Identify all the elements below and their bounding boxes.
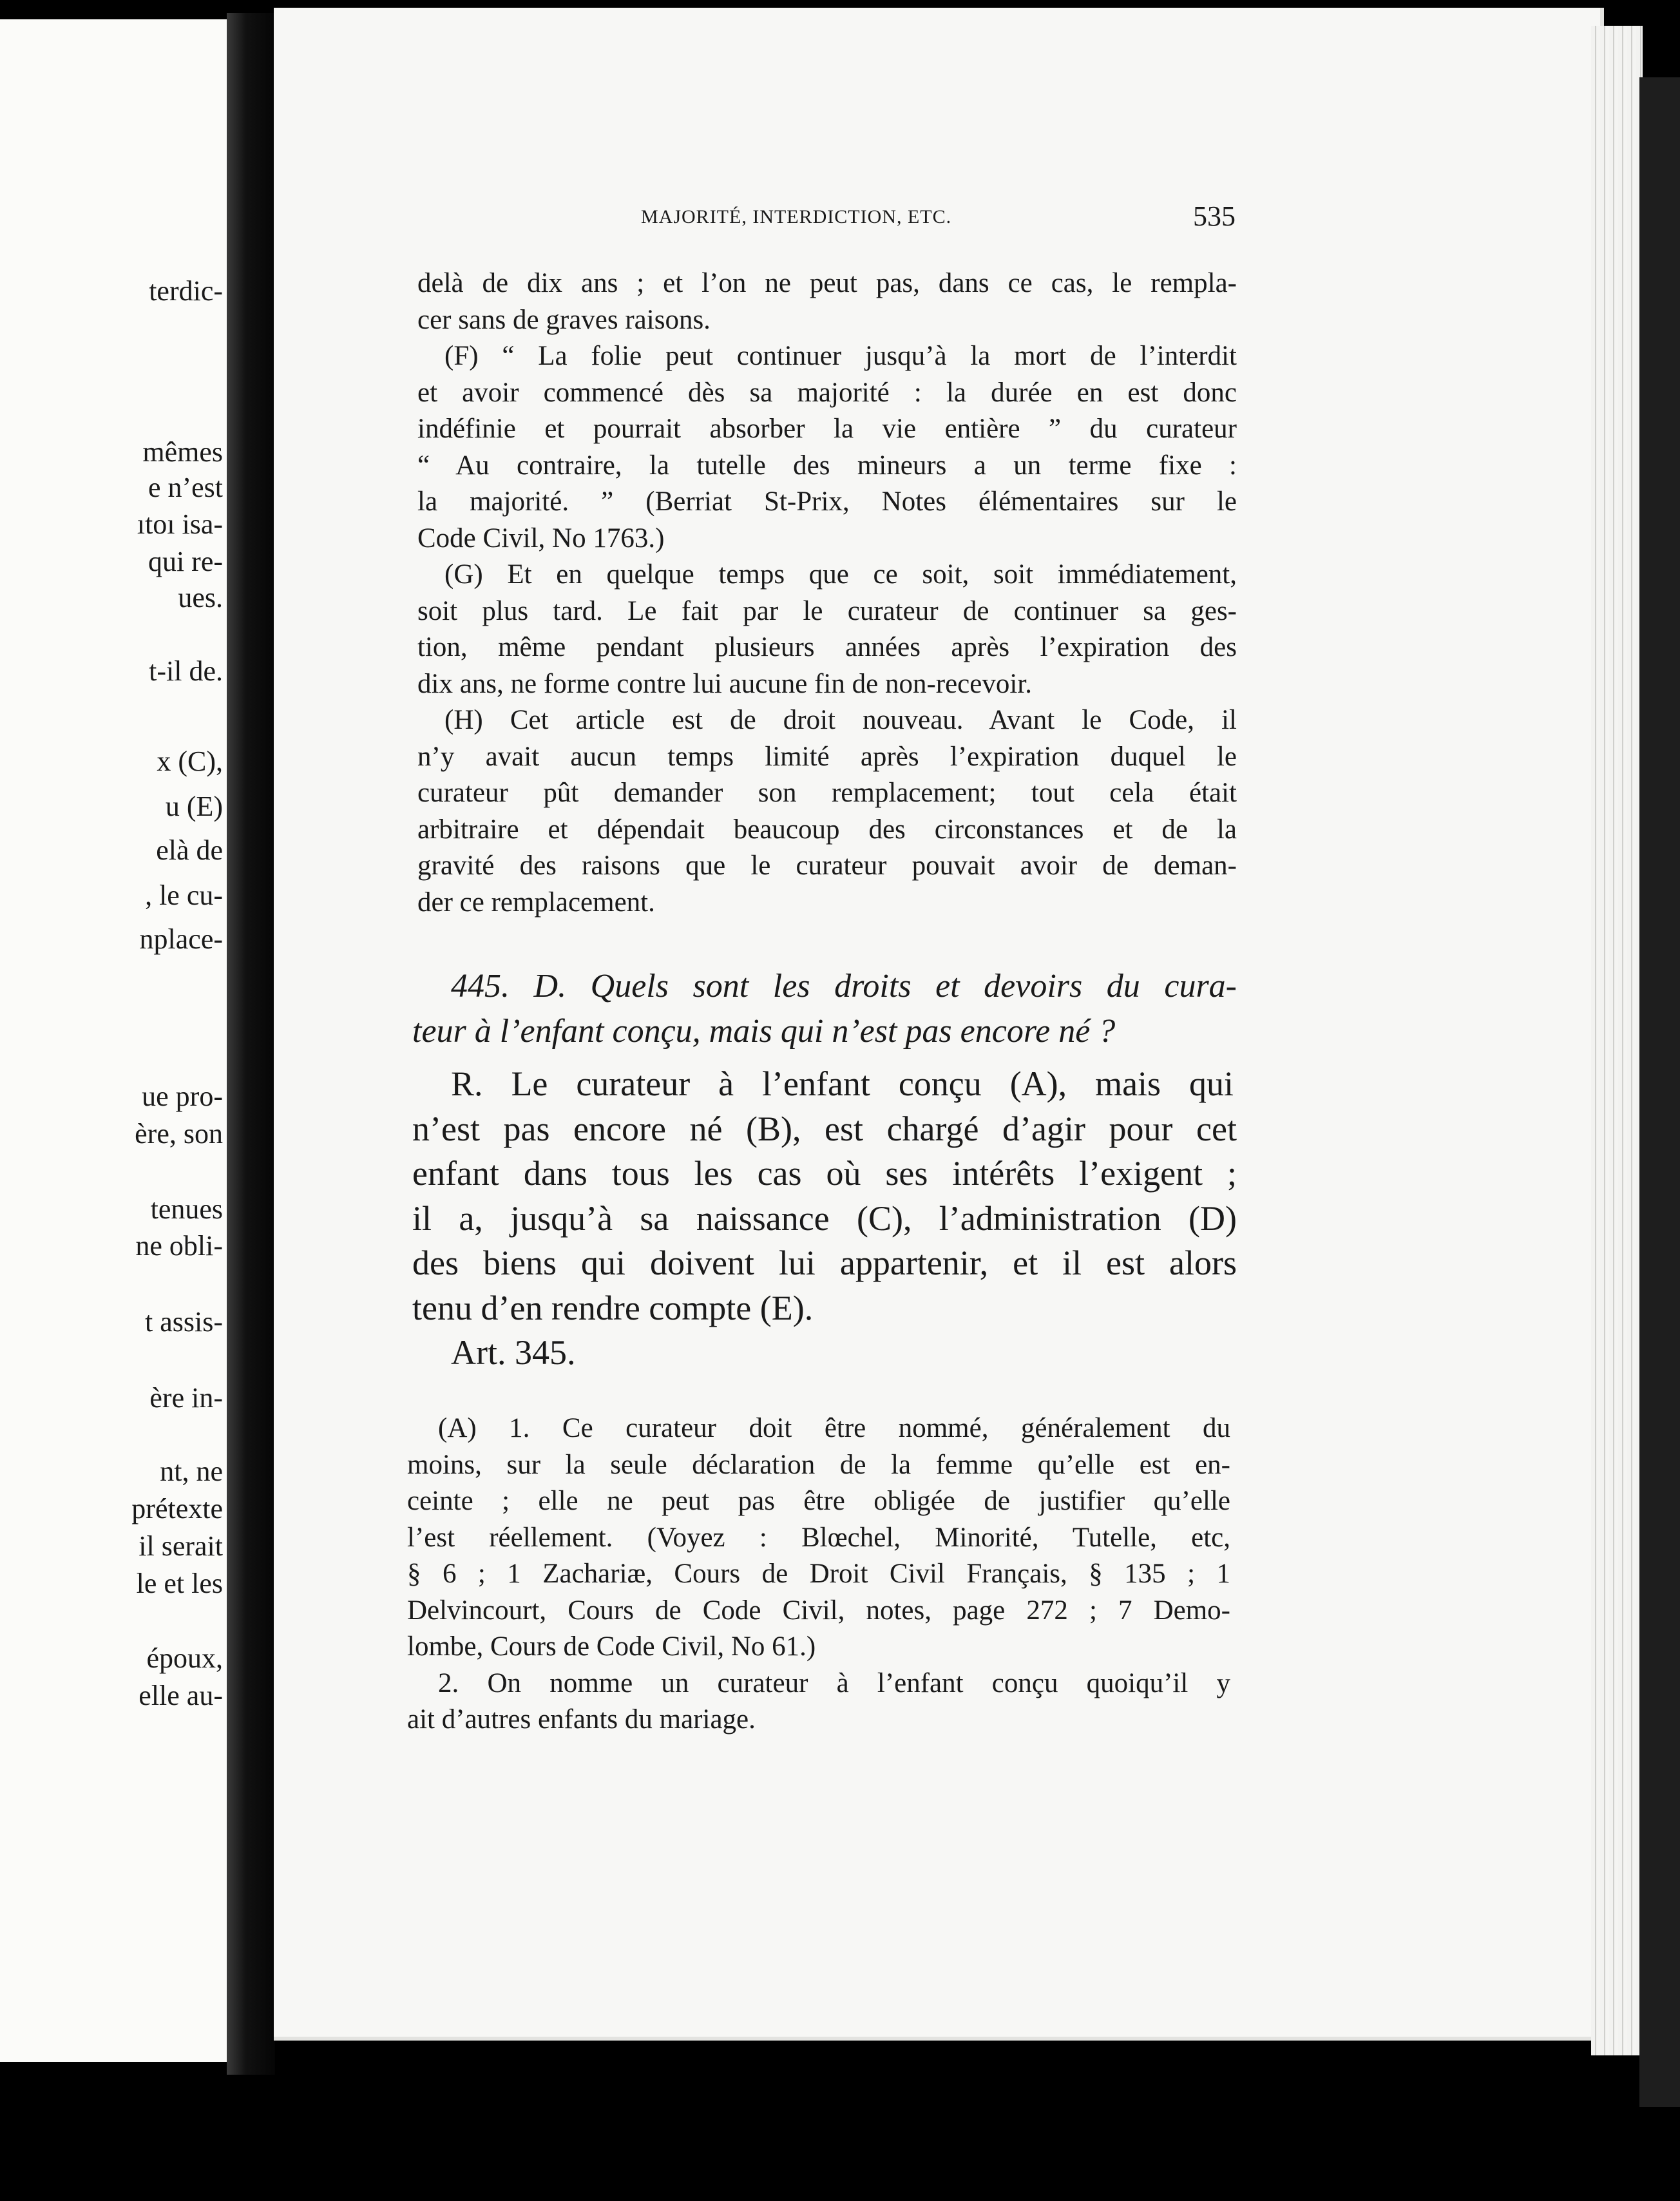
footnote-line: ait d’autres enfants du mariage. [407, 1704, 756, 1735]
facing-page-fragment: nt, ne [160, 1456, 223, 1487]
page-edges [1591, 26, 1643, 2055]
facing-page-fragment: il serait [138, 1530, 223, 1562]
running-title: MAJORITÉ, INTERDICTION, ETC. [641, 206, 952, 227]
page-number: 535 [1193, 200, 1236, 232]
facing-page-fragment: mêmes [142, 436, 223, 468]
note-line: et avoir commencé dès sa majorité : la durée en est donc [417, 377, 1237, 408]
footnote-line: moins, sur la seule déclaration de la femme qu’elle est en- [407, 1449, 1230, 1480]
facing-page-fragment: ère, son [135, 1118, 223, 1149]
facing-page-fragment: t-il de. [149, 655, 223, 687]
footnote-line: l’est réellement. (Voyez : Blœchel, Minorité, Tutelle, etc, [407, 1522, 1230, 1553]
facing-page [0, 19, 232, 2062]
note-line: soit plus tard. Le fait par le curateur de continuer sa ges- [417, 595, 1237, 626]
note-line: dix ans, ne forme contre lui aucune fin de non-recevoir. [417, 668, 1032, 699]
scan-border [0, 2110, 1680, 2201]
book-edge-shadow [1639, 77, 1680, 2107]
question-line: teur à l’enfant conçu, mais qui n’est pas encore né ? [412, 1013, 1116, 1050]
footnote-line: 2. On nomme un curateur à l’enfant conçu quoiqu’il y [438, 1668, 1230, 1698]
answer-line: Art. 345. [451, 1333, 576, 1372]
note-line: (H) Cet article est de droit nouveau. Avant le Code, il [444, 705, 1237, 735]
note-line: “ Au contraire, la tutelle des mineurs a un terme fixe : [417, 450, 1237, 481]
note-line: indéfinie et pourrait absorber la vie entière ” du curateur [417, 414, 1237, 444]
note-line: (G) Et en quelque temps que ce soit, soit immédiatement, [444, 559, 1237, 590]
note-line: tion, même pendant plusieurs années après l’expiration des [417, 632, 1237, 662]
answer-line: il a, jusqu’à sa naissance (C), l’administration (D) [412, 1198, 1237, 1238]
facing-page-fragment: ues. [178, 582, 223, 613]
answer-line: des biens qui doivent lui appartenir, et il est alors [412, 1244, 1237, 1282]
note-line: arbitraire et dépendait beaucoup des circonstances et de la [417, 814, 1237, 845]
footnote-line: lombe, Cours de Code Civil, No 61.) [407, 1631, 816, 1662]
facing-page-fragment: nplace- [139, 923, 223, 955]
book-gutter [227, 13, 275, 2075]
answer-line: enfant dans tous les cas où ses intérêts l’exigent ; [412, 1154, 1237, 1193]
facing-page-fragment: ue pro- [142, 1081, 223, 1112]
answer-line: n’est pas encore né (B), est chargé d’agir pour cet [412, 1109, 1237, 1148]
facing-page-fragment: x (C), [157, 745, 223, 777]
facing-page-fragment: , le cu- [145, 879, 223, 911]
facing-page-fragment: qui re- [148, 546, 223, 577]
facing-page-fragment: terdic- [149, 275, 223, 307]
note-line: gravité des raisons que le curateur pouvait avoir de deman- [417, 851, 1237, 881]
footnote-line: ceinte ; elle ne peut pas être obligée de justifier qu’elle [407, 1486, 1230, 1516]
facing-page-fragment: e n’est [148, 472, 223, 503]
question-line: 445. D. Quels sont les droits et devoirs du cura- [451, 968, 1237, 1004]
footnote-line: § 6 ; 1 Zachariæ, Cours de Droit Civil Français, § 135 ; 1 [407, 1559, 1230, 1589]
facing-page-fragment: t assis- [145, 1306, 223, 1338]
note-line: la majorité. ” (Berriat St-Prix, Notes élémentaires sur le [417, 486, 1237, 517]
facing-page-fragment: elle au- [138, 1680, 223, 1711]
facing-page-fragment: u (E) [165, 791, 223, 822]
note-line: Code Civil, No 1763.) [417, 523, 665, 553]
facing-page-fragment: ne obli- [135, 1230, 223, 1262]
note-line: der ce remplacement. [417, 887, 655, 918]
facing-page-fragment: ère in- [149, 1382, 223, 1414]
answer-line: R. Le curateur à l’enfant conçu (A), mais qui [451, 1064, 1234, 1103]
facing-page-fragment: le et les [136, 1568, 223, 1599]
answer-line: tenu d’en rendre compte (E). [412, 1288, 814, 1327]
facing-page-fragment: prétexte [131, 1493, 223, 1524]
note-line: n’y avait aucun temps limité après l’expiration duquel le [417, 741, 1237, 772]
note-line: (F) “ La folie peut continuer jusqu’à la mort de l’interdit [444, 341, 1237, 371]
facing-page-fragment: elà de [156, 834, 223, 866]
note-line: delà de dix ans ; et l’on ne peut pas, dans ce cas, le rempla- [417, 268, 1237, 298]
footnote-line: Delvincourt, Cours de Code Civil, notes, page 272 ; 7 Demo- [407, 1595, 1230, 1626]
facing-page-fragment: tenues [150, 1193, 223, 1225]
note-line: cer sans de graves raisons. [417, 304, 711, 335]
facing-page-fragment: époux, [146, 1642, 223, 1674]
facing-page-fragment: ıtoı isa- [137, 508, 223, 540]
footnote-line: (A) 1. Ce curateur doit être nommé, généralement du [438, 1413, 1230, 1443]
note-line: curateur pût demander son remplacement; tout cela était [417, 778, 1237, 808]
